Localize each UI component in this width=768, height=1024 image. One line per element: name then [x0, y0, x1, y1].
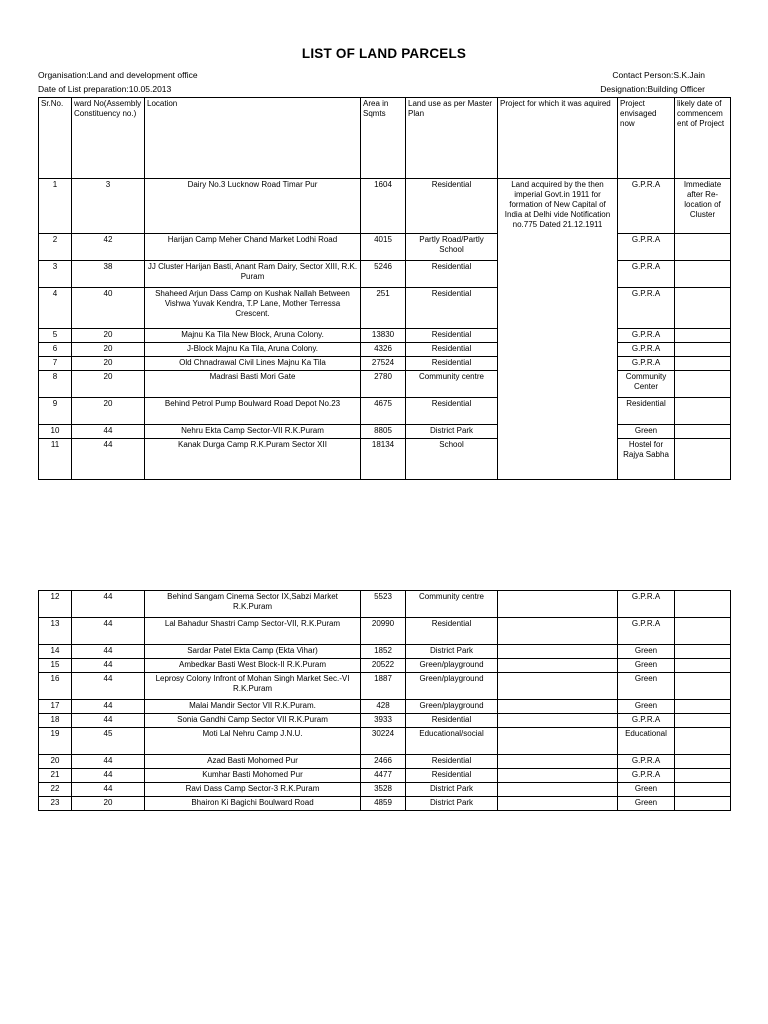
project-now-cell: Green: [618, 645, 675, 659]
area-cell: 4326: [361, 343, 406, 357]
landuse-cell: Residential: [406, 261, 498, 288]
location-cell: Sardar Patel Ekta Camp (Ekta Vihar): [145, 645, 361, 659]
likely-date-cell: [675, 659, 731, 673]
ward-cell: 20: [72, 357, 145, 371]
sr-no-cell: 9: [39, 398, 72, 425]
area-cell: 4675: [361, 398, 406, 425]
ward-cell: 44: [72, 439, 145, 480]
designation-text: Designation:Building Officer: [600, 84, 705, 94]
ward-cell: 44: [72, 673, 145, 700]
sr-no-cell: 6: [39, 343, 72, 357]
ward-cell: 44: [72, 591, 145, 618]
project-acquired-cell: [498, 755, 618, 769]
location-cell: Azad Basti Mohomed Pur: [145, 755, 361, 769]
likely-date-cell: [675, 618, 731, 645]
project-acquired-cell: [498, 591, 618, 618]
sr-no-cell: 19: [39, 728, 72, 755]
location-cell: Majnu Ka Tila New Block, Aruna Colony.: [145, 329, 361, 343]
location-cell: Behind Petrol Pump Boulward Road Depot No.23: [145, 398, 361, 425]
area-cell: 1852: [361, 645, 406, 659]
area-cell: 4015: [361, 234, 406, 261]
area-cell: 3528: [361, 783, 406, 797]
area-cell: 3933: [361, 714, 406, 728]
sr-no-cell: 3: [39, 261, 72, 288]
landuse-cell: District Park: [406, 425, 498, 439]
location-cell: Madrasi Basti Mori Gate: [145, 371, 361, 398]
area-cell: 2780: [361, 371, 406, 398]
likely-date-cell: [675, 398, 731, 425]
likely-date-cell: Immediate after Re-location of Cluster: [675, 179, 731, 234]
likely-date-cell: [675, 288, 731, 329]
table-row: [39, 755, 731, 769]
project-acquired-cell: [498, 769, 618, 783]
date-text: Date of List preparation:10.05.2013: [38, 84, 172, 94]
land-parcels-table-1: [38, 97, 731, 480]
area-cell: 30224: [361, 728, 406, 755]
header-row: [39, 98, 731, 179]
project-now-cell: Green: [618, 700, 675, 714]
ward-cell: 44: [72, 783, 145, 797]
project-now-cell: G.P.R.A: [618, 179, 675, 234]
table-row: [39, 700, 731, 714]
ward-cell: 3: [72, 179, 145, 234]
table-row: [39, 591, 731, 618]
table-row: [39, 288, 731, 329]
likely-date-cell: [675, 357, 731, 371]
area-cell: 13830: [361, 329, 406, 343]
location-cell: Kanak Durga Camp R.K.Puram Sector XII: [145, 439, 361, 480]
table-row: [39, 261, 731, 288]
ward-cell: 44: [72, 618, 145, 645]
table-row: [39, 645, 731, 659]
project-now-cell: Green: [618, 659, 675, 673]
location-cell: JJ Cluster Harijan Basti, Anant Ram Dairy, Sector XIII, R.K. Puram: [145, 261, 361, 288]
landuse-cell: District Park: [406, 797, 498, 811]
project-now-cell: G.P.R.A: [618, 261, 675, 288]
sr-no-cell: 23: [39, 797, 72, 811]
organisation-text: Organisation:Land and development office: [38, 70, 198, 80]
area-cell: 5246: [361, 261, 406, 288]
likely-date-cell: [675, 371, 731, 398]
ward-cell: 45: [72, 728, 145, 755]
project-acquired-cell: [498, 673, 618, 700]
landuse-cell: Educational/social: [406, 728, 498, 755]
likely-date-cell: [675, 797, 731, 811]
header-sr: Sr.No.: [39, 98, 72, 179]
land-parcels-table-2: [38, 590, 731, 811]
project-now-cell: G.P.R.A: [618, 329, 675, 343]
landuse-cell: Green/playground: [406, 700, 498, 714]
project-now-cell: G.P.R.A: [618, 234, 675, 261]
likely-date-cell: [675, 591, 731, 618]
landuse-cell: Green/playground: [406, 659, 498, 673]
sr-no-cell: 21: [39, 769, 72, 783]
table-row: [39, 659, 731, 673]
table-row: [39, 179, 731, 234]
sr-no-cell: 12: [39, 591, 72, 618]
header-area: Area in Sqmts: [361, 98, 406, 179]
project-acquired-cell: [498, 659, 618, 673]
project-now-cell: Green: [618, 673, 675, 700]
table-row: [39, 371, 731, 398]
project-now-cell: G.P.R.A: [618, 343, 675, 357]
location-cell: Ravi Dass Camp Sector-3 R.K.Puram: [145, 783, 361, 797]
header-project-acquired: Project for which it was aquired: [498, 98, 618, 179]
sr-no-cell: 14: [39, 645, 72, 659]
ward-cell: 20: [72, 343, 145, 357]
likely-date-cell: [675, 645, 731, 659]
sr-no-cell: 11: [39, 439, 72, 480]
landuse-cell: Residential: [406, 329, 498, 343]
project-now-cell: G.P.R.A: [618, 591, 675, 618]
project-now-cell: G.P.R.A: [618, 755, 675, 769]
project-now-cell: Hostel for Rajya Sabha: [618, 439, 675, 480]
likely-date-cell: [675, 234, 731, 261]
likely-date-cell: [675, 439, 731, 480]
header-landuse: Land use as per Master Plan: [406, 98, 498, 179]
ward-cell: 44: [72, 425, 145, 439]
likely-date-cell: [675, 714, 731, 728]
table-row: [39, 357, 731, 371]
sr-no-cell: 15: [39, 659, 72, 673]
area-cell: 4477: [361, 769, 406, 783]
landuse-cell: School: [406, 439, 498, 480]
project-now-cell: G.P.R.A: [618, 357, 675, 371]
landuse-cell: District Park: [406, 783, 498, 797]
ward-cell: 44: [72, 645, 145, 659]
area-cell: 8805: [361, 425, 406, 439]
sr-no-cell: 13: [39, 618, 72, 645]
ward-cell: 20: [72, 371, 145, 398]
area-cell: 18134: [361, 439, 406, 480]
likely-date-cell: [675, 673, 731, 700]
contact-text: Contact Person:S.K.Jain: [612, 70, 705, 80]
location-cell: Leprosy Colony Infront of Mohan Singh Market Sec.-VI R.K.Puram: [145, 673, 361, 700]
landuse-cell: Residential: [406, 714, 498, 728]
location-cell: Nehru Ekta Camp Sector-VII R.K.Puram: [145, 425, 361, 439]
table-row: [39, 618, 731, 645]
table-row: [39, 234, 731, 261]
header-project-now: Project envisaged now: [618, 98, 675, 179]
table-row: [39, 783, 731, 797]
landuse-cell: Residential: [406, 357, 498, 371]
table-row: [39, 714, 731, 728]
project-acquired-cell: [498, 728, 618, 755]
ward-cell: 44: [72, 714, 145, 728]
project-acquired-cell: [498, 645, 618, 659]
landuse-cell: Residential: [406, 769, 498, 783]
landuse-cell: Residential: [406, 618, 498, 645]
sr-no-cell: 22: [39, 783, 72, 797]
location-cell: Harijan Camp Meher Chand Market Lodhi Road: [145, 234, 361, 261]
location-cell: Lal Bahadur Shastri Camp Sector-VII, R.K.Puram: [145, 618, 361, 645]
ward-cell: 20: [72, 797, 145, 811]
project-acquired-cell: [498, 783, 618, 797]
landuse-cell: Residential: [406, 398, 498, 425]
likely-date-cell: [675, 700, 731, 714]
sr-no-cell: 17: [39, 700, 72, 714]
area-cell: 20990: [361, 618, 406, 645]
area-cell: 5523: [361, 591, 406, 618]
table-row: [39, 797, 731, 811]
likely-date-cell: [675, 343, 731, 357]
project-acquired-cell: Land acquired by the then imperial Govt.in 1911 for formation of New Capital of India at Delhi vide Notification no.775 Dated 21.12.1911: [498, 179, 618, 480]
ward-cell: 44: [72, 755, 145, 769]
ward-cell: 44: [72, 659, 145, 673]
sr-no-cell: 18: [39, 714, 72, 728]
landuse-cell: Residential: [406, 755, 498, 769]
area-cell: 1604: [361, 179, 406, 234]
table-row: [39, 769, 731, 783]
location-cell: Bhairon Ki Bagichi Boulward Road: [145, 797, 361, 811]
location-cell: Sonia Gandhi Camp Sector VII R.K.Puram: [145, 714, 361, 728]
project-now-cell: Residential: [618, 398, 675, 425]
location-cell: Kumhar Basti Mohomed Pur: [145, 769, 361, 783]
sr-no-cell: 7: [39, 357, 72, 371]
landuse-cell: Residential: [406, 288, 498, 329]
sr-no-cell: 8: [39, 371, 72, 398]
header-location: Location: [145, 98, 361, 179]
header-likely-date: likely date of commencem ent of Project: [675, 98, 731, 179]
project-now-cell: Green: [618, 425, 675, 439]
landuse-cell: Community centre: [406, 371, 498, 398]
likely-date-cell: [675, 755, 731, 769]
likely-date-cell: [675, 261, 731, 288]
ward-cell: 38: [72, 261, 145, 288]
likely-date-cell: [675, 329, 731, 343]
area-cell: 4859: [361, 797, 406, 811]
location-cell: Shaheed Arjun Dass Camp on Kushak Nallah Between Vishwa Yuvak Kendra, T.P Lane, Mother Terressa Crescent.: [145, 288, 361, 329]
sr-no-cell: 10: [39, 425, 72, 439]
likely-date-cell: [675, 425, 731, 439]
table-row: [39, 728, 731, 755]
project-acquired-cell: [498, 797, 618, 811]
landuse-cell: Partly Road/Partly School: [406, 234, 498, 261]
sr-no-cell: 4: [39, 288, 72, 329]
location-cell: Moti Lal Nehru Camp J.N.U.: [145, 728, 361, 755]
sr-no-cell: 16: [39, 673, 72, 700]
location-cell: Malai Mandir Sector VII R.K.Puram.: [145, 700, 361, 714]
table-row: [39, 329, 731, 343]
landuse-cell: District Park: [406, 645, 498, 659]
document-title: LIST OF LAND PARCELS: [301, 46, 467, 61]
ward-cell: 42: [72, 234, 145, 261]
table-row: [39, 673, 731, 700]
area-cell: 1887: [361, 673, 406, 700]
ward-cell: 44: [72, 700, 145, 714]
landuse-cell: Residential: [406, 179, 498, 234]
location-cell: Ambedkar Basti West Block-II R.K.Puram: [145, 659, 361, 673]
project-now-cell: G.P.R.A: [618, 288, 675, 329]
area-cell: 428: [361, 700, 406, 714]
sr-no-cell: 1: [39, 179, 72, 234]
ward-cell: 20: [72, 398, 145, 425]
location-cell: Dairy No.3 Lucknow Road Timar Pur: [145, 179, 361, 234]
sr-no-cell: 2: [39, 234, 72, 261]
project-now-cell: Community Center: [618, 371, 675, 398]
sr-no-cell: 20: [39, 755, 72, 769]
project-now-cell: Educational: [618, 728, 675, 755]
likely-date-cell: [675, 783, 731, 797]
likely-date-cell: [675, 728, 731, 755]
area-cell: 27524: [361, 357, 406, 371]
area-cell: 2466: [361, 755, 406, 769]
area-cell: 20522: [361, 659, 406, 673]
table-row: [39, 398, 731, 425]
table-row: [39, 343, 731, 357]
location-cell: Behind Sangam Cinema Sector IX,Sabzi Market R.K.Puram: [145, 591, 361, 618]
project-now-cell: G.P.R.A: [618, 714, 675, 728]
landuse-cell: Residential: [406, 343, 498, 357]
project-acquired-cell: [498, 714, 618, 728]
table-row: [39, 439, 731, 480]
ward-cell: 20: [72, 329, 145, 343]
project-now-cell: Green: [618, 783, 675, 797]
ward-cell: 44: [72, 769, 145, 783]
landuse-cell: Community centre: [406, 591, 498, 618]
sr-no-cell: 5: [39, 329, 72, 343]
project-acquired-cell: [498, 700, 618, 714]
likely-date-cell: [675, 769, 731, 783]
project-now-cell: G.P.R.A: [618, 618, 675, 645]
location-cell: Old Chnadrawal Civil Lines Majnu Ka Tila: [145, 357, 361, 371]
project-now-cell: G.P.R.A: [618, 769, 675, 783]
location-cell: J-Block Majnu Ka Tila, Aruna Colony.: [145, 343, 361, 357]
project-now-cell: Green: [618, 797, 675, 811]
header-ward: ward No(Assembly Constituency no.): [72, 98, 145, 179]
table-row: [39, 425, 731, 439]
project-acquired-cell: [498, 618, 618, 645]
area-cell: 251: [361, 288, 406, 329]
ward-cell: 40: [72, 288, 145, 329]
landuse-cell: Green/playground: [406, 673, 498, 700]
